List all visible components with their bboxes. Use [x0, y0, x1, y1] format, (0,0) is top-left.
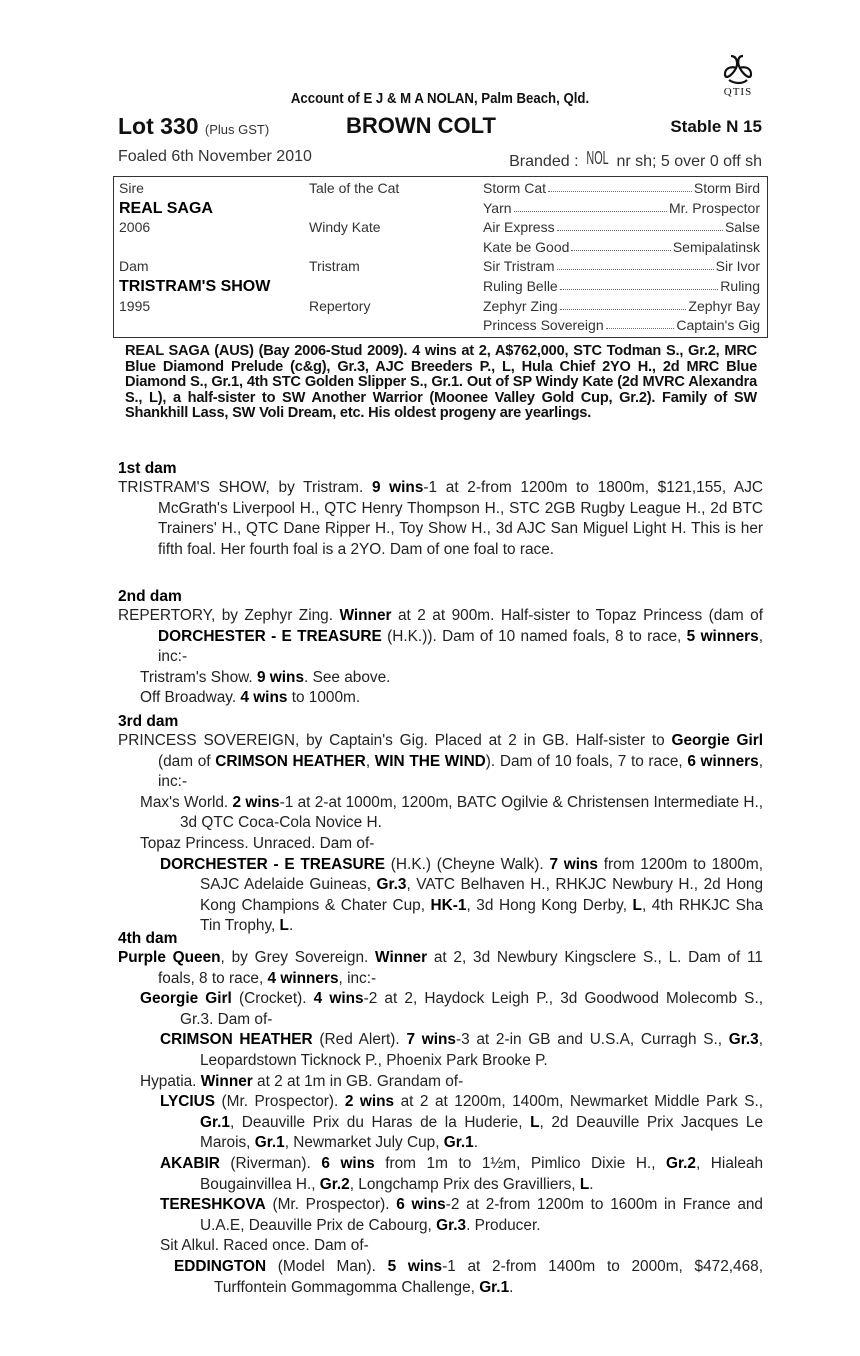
text-run: (Model Man).	[266, 1257, 388, 1275]
produce-entry	[118, 855, 763, 937]
text-run: , 2d Deauville Prix Jacques Le Marois,	[200, 1113, 763, 1152]
pedigree-great-grandparent	[483, 219, 760, 235]
text-run: (H.K.) (Cheyne Walk).	[385, 855, 550, 873]
ancestor-name: Sir Tristram	[483, 258, 555, 275]
bold-text: 2 wins	[344, 1093, 395, 1111]
bold-text: WIN THE WIND	[374, 752, 486, 770]
text-run: REPERTORY, by Zephyr Zing.	[118, 607, 340, 624]
text-run: , Longchamp Prix des Gravilliers,	[349, 1175, 580, 1193]
text-run: , inc:-	[158, 752, 763, 791]
pedigree-table	[113, 176, 768, 338]
leader-dots	[557, 258, 714, 270]
bold-text: 9 wins	[256, 668, 305, 686]
qtis-emblem-icon	[721, 52, 755, 86]
bold-text: Gr.3	[728, 1031, 759, 1049]
text-run: . Producer.	[466, 1216, 541, 1234]
text-run: (dam of	[158, 752, 216, 770]
bold-text: 7 wins	[406, 1031, 456, 1049]
ancestor-sire: Zephyr Bay	[688, 297, 760, 314]
ancestor-name: Storm Cat	[483, 180, 547, 196]
section-heading: 2nd dam	[118, 588, 182, 605]
text-run: , VATC Belhaven H., RHKJC Newbury H., 2d Hong Kong Champions & Chater Cup,	[200, 876, 763, 914]
ancestor-sire: Sir Ivor	[715, 258, 760, 275]
pedigree-row	[114, 258, 767, 278]
text-run: -1 at 2-from 1400m to 2000m, $472,468, Turffontein Gommagomma Challenge,	[214, 1257, 764, 1296]
bold-text: CRIMSON HEATHER	[160, 1031, 313, 1049]
lot-number	[118, 113, 269, 140]
produce-entry	[118, 478, 763, 560]
section-heading: 3rd dam	[118, 713, 179, 730]
bold-text: 2 wins	[232, 793, 280, 811]
bold-text: Gr.1	[254, 1134, 285, 1152]
ancestor-name: Air Express	[483, 219, 555, 236]
text-run: Sit Alkul. Raced once. Dam of-	[160, 1237, 369, 1255]
text-run: from 1m to 1½m, Pimlico Dixie H.,	[374, 1154, 667, 1172]
text-run: Topaz Princess. Unraced. Dam of-	[140, 834, 375, 852]
text-run: (Mr. Prospector).	[215, 1093, 345, 1111]
text-run: at 2 at 1m in GB. Grandam of-	[252, 1072, 464, 1090]
ancestor-name: Princess Sovereign	[483, 317, 604, 334]
ancestor-sire: Mr. Prospector	[668, 199, 760, 216]
leader-dots	[514, 200, 667, 212]
section-heading: 4th dam	[118, 930, 178, 947]
produce-entry	[118, 606, 763, 668]
produce-entry	[118, 688, 763, 709]
ancestor-sire: Captain's Gig	[676, 317, 760, 334]
text-run: at 2 at 900m. Half-sister to Topaz Princess (dam of	[391, 607, 763, 624]
ancestor-sire: Semipalatinsk	[672, 238, 760, 255]
text-run: (Red Alert).	[312, 1031, 407, 1049]
text-run: ,	[365, 752, 375, 770]
produce-entry	[118, 834, 763, 855]
bold-text: HK-1	[430, 896, 467, 914]
ancestor-name: Yarn	[483, 199, 512, 216]
pedigree-great-grandparent	[483, 200, 760, 216]
bold-text: Purple Queen	[118, 949, 221, 966]
bold-text: 6 wins	[321, 1154, 375, 1172]
pedigree-parent: TRISTRAM'S SHOW	[119, 278, 271, 295]
bold-text: Georgie Girl	[671, 732, 763, 749]
dam-section	[118, 930, 763, 1298]
produce-entry	[118, 731, 763, 793]
text-run: ). Dam of 10 foals, 7 to race,	[485, 752, 688, 770]
text-run: .	[589, 1175, 594, 1193]
pedigree-grandparent: Tristram	[309, 258, 360, 275]
pedigree-row	[114, 200, 767, 220]
leader-dots	[571, 239, 670, 251]
pedigree-great-grandparent	[483, 239, 760, 255]
text-run: PRINCESS SOVEREIGN, by Captain's Gig. Placed at 2 in GB. Half-sister to	[118, 732, 672, 749]
pedigree-grandparent: Windy Kate	[309, 219, 381, 236]
bold-text: DORCHESTER - E TREASURE	[160, 855, 386, 873]
pedigree-parent: Dam	[119, 258, 149, 275]
bold-text: Gr.1	[443, 1134, 474, 1152]
pedigree-grandparent: Repertory	[309, 297, 371, 314]
brand-description: nr sh; 5 over 0 off sh	[616, 153, 762, 170]
ancestor-sire: Salse	[724, 219, 760, 236]
produce-entry	[118, 1092, 763, 1154]
sire-description: REAL SAGA (AUS) (Bay 2006-Stud 2009). 4 wins at 2, A$762,000, STC Todman S., Gr.2, MRC Blue Diamond Prelude (c&g), Gr.3, AJC Breeders P., L, Hula Chief 2YO H., 2d MRC Blue Diamond S., Gr.1, 4th STC Golden Slipper S., Gr.1. Out of SP Windy Kate (2d MVRC Alexandra S., L), a half-sister to SW Another Warrior (Moonee Valley Gold Cup, Gr.2). Family of SW Shankhill Lass, SW Voli Dream, etc. His oldest progeny are yearlings.	[125, 343, 757, 422]
bold-text: 4 wins	[240, 689, 288, 707]
ancestor-name: Ruling Belle	[483, 278, 558, 294]
colour-sex: BROWN COLT	[346, 113, 496, 138]
produce-entry	[118, 793, 763, 834]
foaled-date: Foaled 6th November 2010	[118, 148, 312, 165]
text-run: (Mr. Prospector).	[265, 1196, 397, 1214]
bold-text: Georgie Girl	[140, 990, 232, 1008]
text-run: Hypatia.	[140, 1072, 201, 1090]
text-run: TRISTRAM'S SHOW, by Tristram.	[118, 479, 372, 496]
bold-text: TERESHKOVA	[160, 1196, 266, 1214]
bold-text: LYCIUS	[160, 1093, 216, 1111]
produce-entry	[118, 948, 763, 989]
bold-text: AKABIR	[160, 1154, 220, 1172]
text-run: at 2, 3d Newbury Kingsclere S., L. Dam of 11 foals, 8 to race,	[158, 949, 763, 987]
lot-label: Lot 330	[118, 113, 199, 139]
pedigree-row	[114, 219, 767, 239]
leader-dots	[560, 278, 719, 290]
pedigree-parent: 2006	[119, 219, 151, 236]
text-run: . See above.	[304, 668, 391, 686]
bold-text: 4 winners	[267, 969, 339, 987]
text-run: (Crocket).	[231, 990, 314, 1008]
text-run: Off Broadway.	[140, 689, 241, 707]
text-run: , Leopardstown Ticknock P., Phoenix Park Brooke P.	[200, 1031, 764, 1069]
text-run: (H.K.)). Dam of 10 named foals, 8 to race,	[381, 627, 687, 645]
text-run: .	[473, 1134, 479, 1152]
text-run: , Newmarket July Cup,	[284, 1134, 444, 1152]
text-run: -2 at 2-from 1200m to 1600m in France and U.A.E, Deauville Prix de Cabourg,	[200, 1196, 763, 1234]
ancestor-sire: Storm Bird	[693, 180, 760, 196]
pedigree-great-grandparent	[483, 180, 760, 196]
leader-dots	[557, 219, 723, 231]
brand-mark: NOL	[586, 148, 609, 168]
ancestor-name: Kate be Good	[483, 238, 570, 255]
bold-text: CRIMSON HEATHER	[215, 752, 366, 770]
pedigree-great-grandparent	[483, 298, 760, 314]
produce-entry	[118, 1072, 763, 1093]
bold-text: L	[279, 917, 289, 935]
pedigree-row	[114, 317, 767, 337]
bold-text: Winner	[200, 1072, 253, 1090]
section-heading: 1st dam	[118, 460, 177, 477]
gst-note: (Plus GST)	[204, 122, 270, 137]
vendor-account: Account of E J & M A NOLAN, Palm Beach, Qld.	[290, 90, 590, 107]
bold-text: 7 wins	[549, 855, 598, 873]
text-run: , inc:-	[338, 969, 377, 987]
bold-text: Gr.2	[666, 1154, 696, 1172]
text-run: -3 at 2-in GB and U.S.A, Curragh S.,	[455, 1031, 729, 1049]
text-run: -1 at 2-from 1200m to 1800m, $121,155, AJC McGrath's Liverpool H., QTC Henry Thompson H., STC 2GB Rugby League H., 2d BTC Trainers' H., QTC Dane Ripper H., Toy Show H., 3d AJC San Miguel Light H. This is her fifth foal. Her fourth foal is a 2YO. Dam of one foal to race.	[158, 479, 764, 558]
text-run: (Riverman).	[219, 1154, 322, 1172]
text-run: .	[509, 1278, 514, 1296]
bold-text: Winner	[339, 607, 392, 624]
bold-text: L	[530, 1113, 540, 1131]
pedigree-parent: Sire	[119, 180, 144, 196]
bold-text: L	[632, 896, 642, 914]
pedigree-great-grandparent	[483, 317, 760, 333]
bold-text: L	[579, 1175, 590, 1193]
text-run: , by Grey Sovereign.	[220, 949, 376, 966]
produce-entry	[118, 1195, 763, 1236]
pedigree-parent: REAL SAGA	[119, 199, 213, 217]
dam-section	[118, 713, 763, 937]
text-run: Max's World.	[140, 793, 233, 811]
bold-text: Gr.2	[319, 1175, 350, 1193]
pedigree-row	[114, 298, 767, 318]
ancestor-sire: Ruling	[720, 278, 760, 294]
text-run: from 1200m to 1800m, SAJC Adelaide Guineas,	[200, 855, 763, 894]
bold-text: 9 wins	[371, 479, 424, 496]
pedigree-row	[114, 239, 767, 259]
stable-number: Stable N 15	[670, 117, 762, 136]
produce-entry	[118, 989, 763, 1030]
bold-text: Gr.3	[376, 876, 407, 894]
produce-entry	[118, 1154, 763, 1195]
dam-section	[118, 588, 763, 709]
text-run: .	[288, 917, 294, 935]
bold-text: 6 winners	[687, 752, 759, 770]
brand-info	[509, 148, 762, 171]
bold-text: 5 winners	[686, 627, 759, 645]
produce-entry	[118, 668, 763, 689]
produce-entry	[118, 1236, 763, 1257]
leader-dots	[560, 298, 687, 310]
text-run: -2 at 2, Haydock Leigh P., 3d Goodwood Molecomb S., Gr.3. Dam of-	[180, 990, 763, 1028]
text-run: -1 at 2-at 1000m, 1200m, BATC Ogilvie & Christensen Intermediate H., 3d QTC Coca-Cola Novice H.	[180, 793, 764, 832]
text-run: at 2 at 1200m, 1400m, Newmarket Middle Park S.,	[394, 1093, 764, 1111]
text-run: , Hialeah Bougainvillea H.,	[200, 1154, 764, 1193]
produce-entry	[118, 1030, 763, 1071]
bold-text: Gr.1	[479, 1278, 510, 1296]
text-run: , 4th RHKJC Sha Tin Trophy,	[200, 896, 763, 935]
pedigree-great-grandparent	[483, 278, 760, 294]
bold-text: 4 wins	[313, 990, 364, 1008]
produce-entry	[118, 1257, 763, 1298]
leader-dots	[548, 180, 692, 192]
text-run: Tristram's Show.	[140, 668, 257, 686]
text-run: , inc:-	[158, 627, 764, 666]
text-run: , Deauville Prix du Haras de la Huderie,	[229, 1113, 531, 1131]
text-run: to 1000m.	[287, 689, 361, 707]
bold-text: Gr.3	[436, 1216, 467, 1234]
leader-dots	[606, 317, 675, 329]
pedigree-great-grandparent	[483, 258, 760, 274]
bold-text: Winner	[375, 949, 428, 966]
bold-text: EDDINGTON	[174, 1257, 267, 1275]
pedigree-row	[114, 180, 767, 200]
pedigree-row	[114, 278, 767, 298]
dam-section	[118, 460, 763, 560]
text-run: , 3d Hong Kong Derby,	[466, 896, 633, 914]
bold-text: 5 wins	[387, 1257, 443, 1275]
ancestor-name: Zephyr Zing	[483, 297, 558, 314]
logo-text: QTIS	[723, 86, 753, 98]
branded-label: Branded :	[509, 153, 579, 170]
bold-text: Gr.1	[200, 1113, 230, 1131]
pedigree-parent: 1995	[119, 297, 151, 314]
bold-text: DORCHESTER - E TREASURE	[158, 627, 382, 645]
bold-text: 6 wins	[396, 1196, 446, 1214]
pedigree-grandparent: Tale of the Cat	[309, 180, 400, 196]
